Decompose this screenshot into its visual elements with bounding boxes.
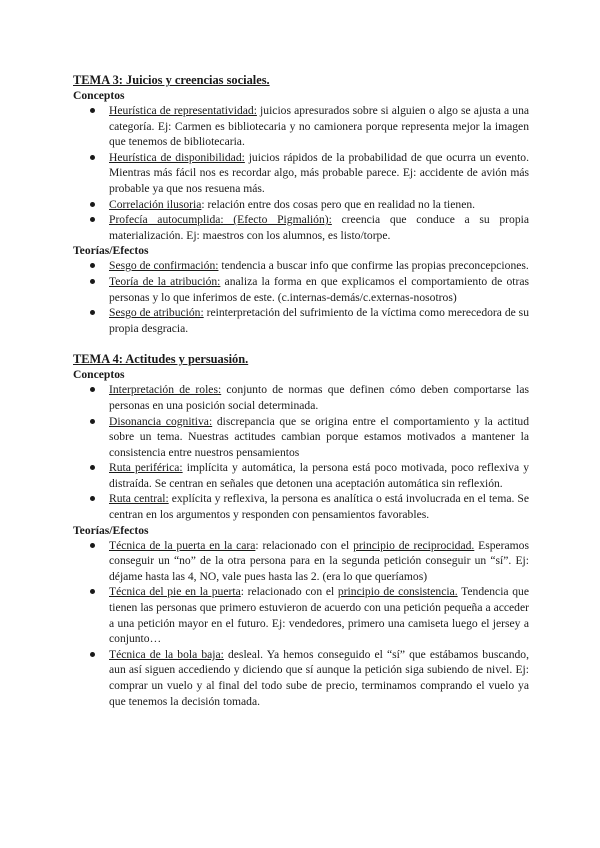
tema4-teorias-list [73, 538, 529, 710]
term: Sesgo de atribución: [109, 306, 204, 320]
bullet-icon [90, 263, 95, 268]
list-item [73, 414, 529, 461]
tema4-conceptos-heading: Conceptos [73, 368, 125, 382]
bullet-icon [90, 202, 95, 207]
list-item [73, 647, 529, 709]
term: Técnica de la bola baja: [109, 647, 224, 661]
bullet-icon [90, 155, 95, 160]
bullet-icon [90, 387, 95, 392]
tema3-teorias-list [73, 258, 529, 336]
tema3-title: TEMA 3: Juicios y creencias sociales. [73, 73, 270, 87]
list-item [73, 305, 529, 336]
connector-text: : relacionado con el [240, 585, 338, 599]
term: Disonancia cognitiva: [109, 414, 213, 428]
list-item [73, 197, 529, 213]
bullet-icon [90, 419, 95, 424]
tema3-teorias-heading: Teorías/Efectos [73, 244, 149, 258]
bullet-icon [90, 279, 95, 284]
tema4-conceptos-list [73, 382, 529, 522]
definition: implícita y automática, la persona está poco motivada, poco reflexiva y distraída. Se centran en señales que detonen una aceptación automática sin reflexión. [109, 461, 530, 490]
definition: desleal. Ya hemos conseguido el “sí” que estábamos buscando, aun así siguen accediendo y diciendo que sí aunque la petición siga subiendo de nivel. Ej: comprar un vuelo y al final del todo sube de precio, terminamos comprando el vuelo ya que tenemos la decisión tomada. [109, 647, 529, 708]
tema3-conceptos-list [73, 103, 529, 243]
term: Técnica de la puerta en la cara [109, 538, 256, 552]
term: Correlación ilusoria [109, 197, 202, 211]
term: Heurística de representatividad: [109, 104, 257, 117]
list-item [73, 460, 529, 491]
term: Ruta central: [109, 492, 169, 506]
section-gap [73, 336, 529, 351]
definition: : relación entre dos cosas pero que en realidad no la tienen. [201, 197, 476, 211]
connector-text: : relacionado con el [255, 538, 354, 552]
list-item [73, 538, 529, 585]
term: Técnica del pie en la puerta [109, 585, 241, 599]
bullet-icon [90, 310, 95, 315]
term: Interpretación de roles: [109, 383, 222, 397]
list-item [73, 150, 529, 197]
term: Sesgo de confirmación: [109, 259, 219, 273]
list-item [73, 212, 529, 243]
list-item [73, 491, 529, 522]
list-item [73, 584, 529, 646]
list-item [73, 274, 529, 305]
definition: juicios rápidos de la probabilidad de que ocurra un evento. Mientras más fácil nos es recordar algo, más probable parece. Ej: accidente de avión más probable ya que nos resuena más. [109, 150, 529, 195]
list-item [73, 382, 529, 413]
definition: Esperamos conseguir un “no” de la otra persona para en la segunda petición conseguir un “sí”. Ej: déjame hasta las 4, NO, vale pues hasta las 2. (era lo que queríamos) [109, 538, 529, 583]
definition: explícita y reflexiva, la persona es analítica o está involucrada en el tema. Se centran en los argumentos y responden con pensamientos favorables. [109, 492, 530, 522]
term: Profecía autocumplida: (Efecto Pigmalión): [109, 213, 332, 227]
definition: discrepancia que se origina entre el comportamiento y la actitud sobre un tema. Nuestras actitudes cambian porque estamos motivados a mantener la consistencia entre nuestros pensamientos [109, 414, 530, 459]
bullet-icon [90, 217, 95, 222]
definition: analiza la forma en que explicamos el comportamiento de otras personas y lo que inferimos de este. (c.internas-demás/c.externas-nosotros) [109, 274, 529, 304]
definition: tendencia a buscar info que confirme las propias preconcepciones. [218, 259, 529, 273]
term: Ruta periférica: [109, 461, 183, 475]
definition: creencia que conduce a su propia materialización. Ej: maestros con los alumnos, es listo/torpe. [109, 213, 529, 242]
principle-term: principio de consistencia. [337, 585, 458, 599]
principle-term: principio de reciprocidad. [353, 538, 475, 552]
bullet-icon [90, 465, 95, 470]
term: Teoría de la atribución: [109, 274, 221, 288]
definition: juicios apresurados sobre si alguien o algo se ajusta a una categoría. Ej: Carmen es bibliotecaria y no camionera porque representa mejor la imagen que tenemos de bibliotecaria. [109, 104, 530, 149]
tema3-conceptos-heading: Conceptos [73, 89, 125, 102]
term: Heurística de disponibilidad: [109, 150, 245, 164]
definition: Tendencia que tienen las personas que primero estuvieron de acuerdo con una petición pequeña a acceder a una petición mayor en el futuro. Ej: vendedores, primero una camiseta luego el jersey a conjunto… [109, 585, 529, 646]
tema4-title: TEMA 4: Actitudes y persuasión. [73, 352, 249, 367]
tema4-teorias-heading: Teorías/Efectos [73, 523, 149, 537]
bullet-icon [90, 652, 95, 657]
list-item [73, 103, 529, 150]
bullet-icon [90, 589, 95, 594]
document-page [73, 72, 529, 709]
bullet-icon [90, 496, 95, 501]
bullet-icon [90, 108, 95, 113]
definition: conjunto de normas que definen cómo deben comportarse las personas en una posición social determinada. [109, 383, 530, 412]
definition: reinterpretación del sufrimiento de la víctima como merecedora de su propia desgracia. [109, 306, 529, 335]
list-item [73, 258, 529, 274]
bullet-icon [90, 543, 95, 548]
